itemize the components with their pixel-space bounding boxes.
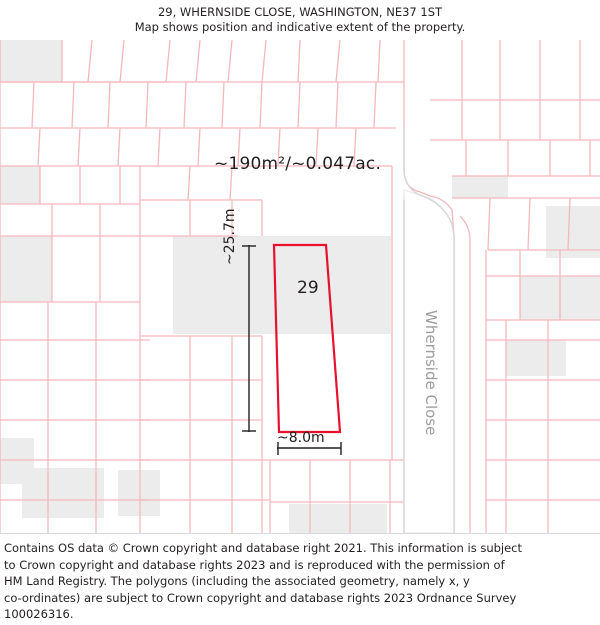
plot-number-label: 29	[297, 278, 319, 298]
height-dimension-label: ~25.7m	[222, 208, 238, 265]
page-title: 29, WHERNSIDE CLOSE, WASHINGTON, NE37 1ST	[157, 5, 443, 19]
copyright-line-3: HM Land Registry. The polygons (including the associated geometry, namely x, y	[4, 574, 470, 588]
street-name-label: Whernside Close	[422, 310, 440, 436]
copyright-line-4: co-ordinates) are subject to Crown copyright and database rights 2023 Ordnance Survey	[4, 590, 517, 605]
area-label: ~190m²/~0.047ac.	[214, 154, 382, 174]
copyright-line-5: 100026316.	[4, 607, 74, 621]
copyright-line-1: Contains OS data © Crown copyright and database right 2021. This information is subject	[4, 541, 523, 555]
map-header	[0, 0, 600, 40]
copyright-line-2: to Crown copyright and database rights 2023 and is reproduced with the permission of	[4, 557, 505, 572]
width-dimension-label: ~8.0m	[277, 430, 325, 446]
copyright-footer	[0, 533, 600, 625]
map-canvas[interactable]	[0, 40, 600, 533]
page-subtitle: Map shows position and indicative extent of the property.	[134, 20, 466, 34]
